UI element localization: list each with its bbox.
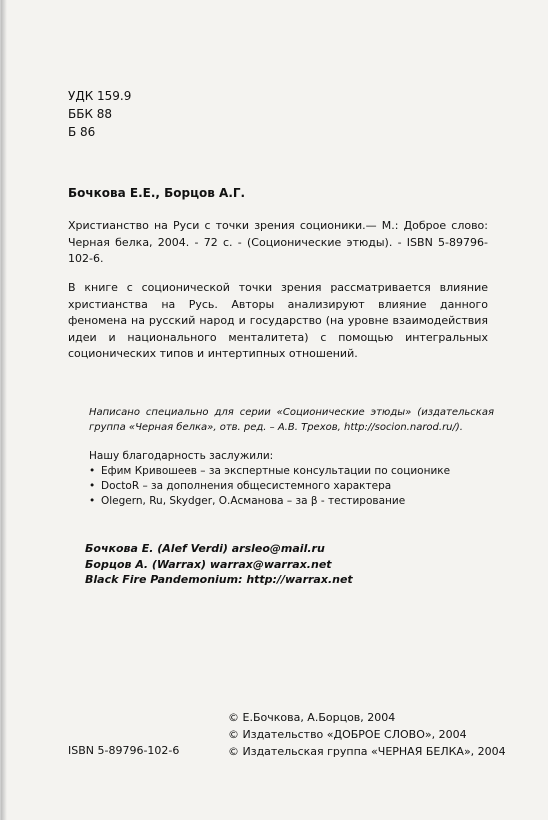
isbn: ISBN 5-89796-102-6 (68, 744, 180, 757)
copyright-line: © Издательство «ДОБРОЕ СЛОВО», 2004 (228, 728, 467, 741)
contact-line: Бочкова Е. (Alef Verdi) arsleo@mail.ru (85, 542, 325, 555)
series-note: Написано специально для серии «Соционические этюды» (издательская группа «Черная белка», отв. ред. – А.В. Трехов, http://socion.narod.ru/). (89, 407, 494, 433)
copyright-line: © Е.Бочкова, А.Борцов, 2004 (228, 711, 396, 724)
udk-code: УДК 159.9 (68, 89, 132, 103)
classification-codes (68, 87, 131, 141)
contact-line: Black Fire Pandemonium: http://warrax.net (85, 573, 353, 586)
acknowledgements (89, 449, 450, 509)
author-mark: Б 86 (68, 125, 96, 139)
acknowledgements-list (89, 464, 450, 509)
contact-line: Борцов А. (Warrax) warrax@warrax.net (85, 557, 332, 571)
authors-line: Бочкова Е.Е., Борцов А.Г. (68, 186, 246, 200)
bibliographic-description: Христианство на Руси с точки зрения соционики.— М.: Доброе слово: Черная белка, 2004. - 72 с. - (Соционические этюды). - ISBN 5-89796-102-6. (68, 219, 488, 265)
copyright-line: © Издательская группа «ЧЕРНАЯ БЕЛКА», 2004 (228, 745, 506, 758)
bbk-code: ББК 88 (68, 107, 113, 121)
contacts-block (85, 541, 353, 588)
acknowledgements-heading: Нашу благодарность заслужили: (89, 450, 274, 462)
annotation: В книге с соционической точки зрения рассматривается влияние христианства на Русь. Авторы анализируют влияние данного феномена на русский народ и государство (на уровне взаимодействия идеи и национального менталитета) с помощью интегральных соционических типов и интертипных отношений. (68, 281, 488, 360)
list-item: • Ефим Кривошеев – за экспертные консультации по соционике (89, 464, 450, 479)
list-item: • Olegern, Ru, Skydger, О.Асманова – за β - тестирование (89, 494, 450, 509)
page-edge-shadow (1, 0, 7, 820)
list-item: • DoctoR – за дополнения общесистемного характера (89, 479, 450, 494)
copyright-block (228, 709, 506, 760)
